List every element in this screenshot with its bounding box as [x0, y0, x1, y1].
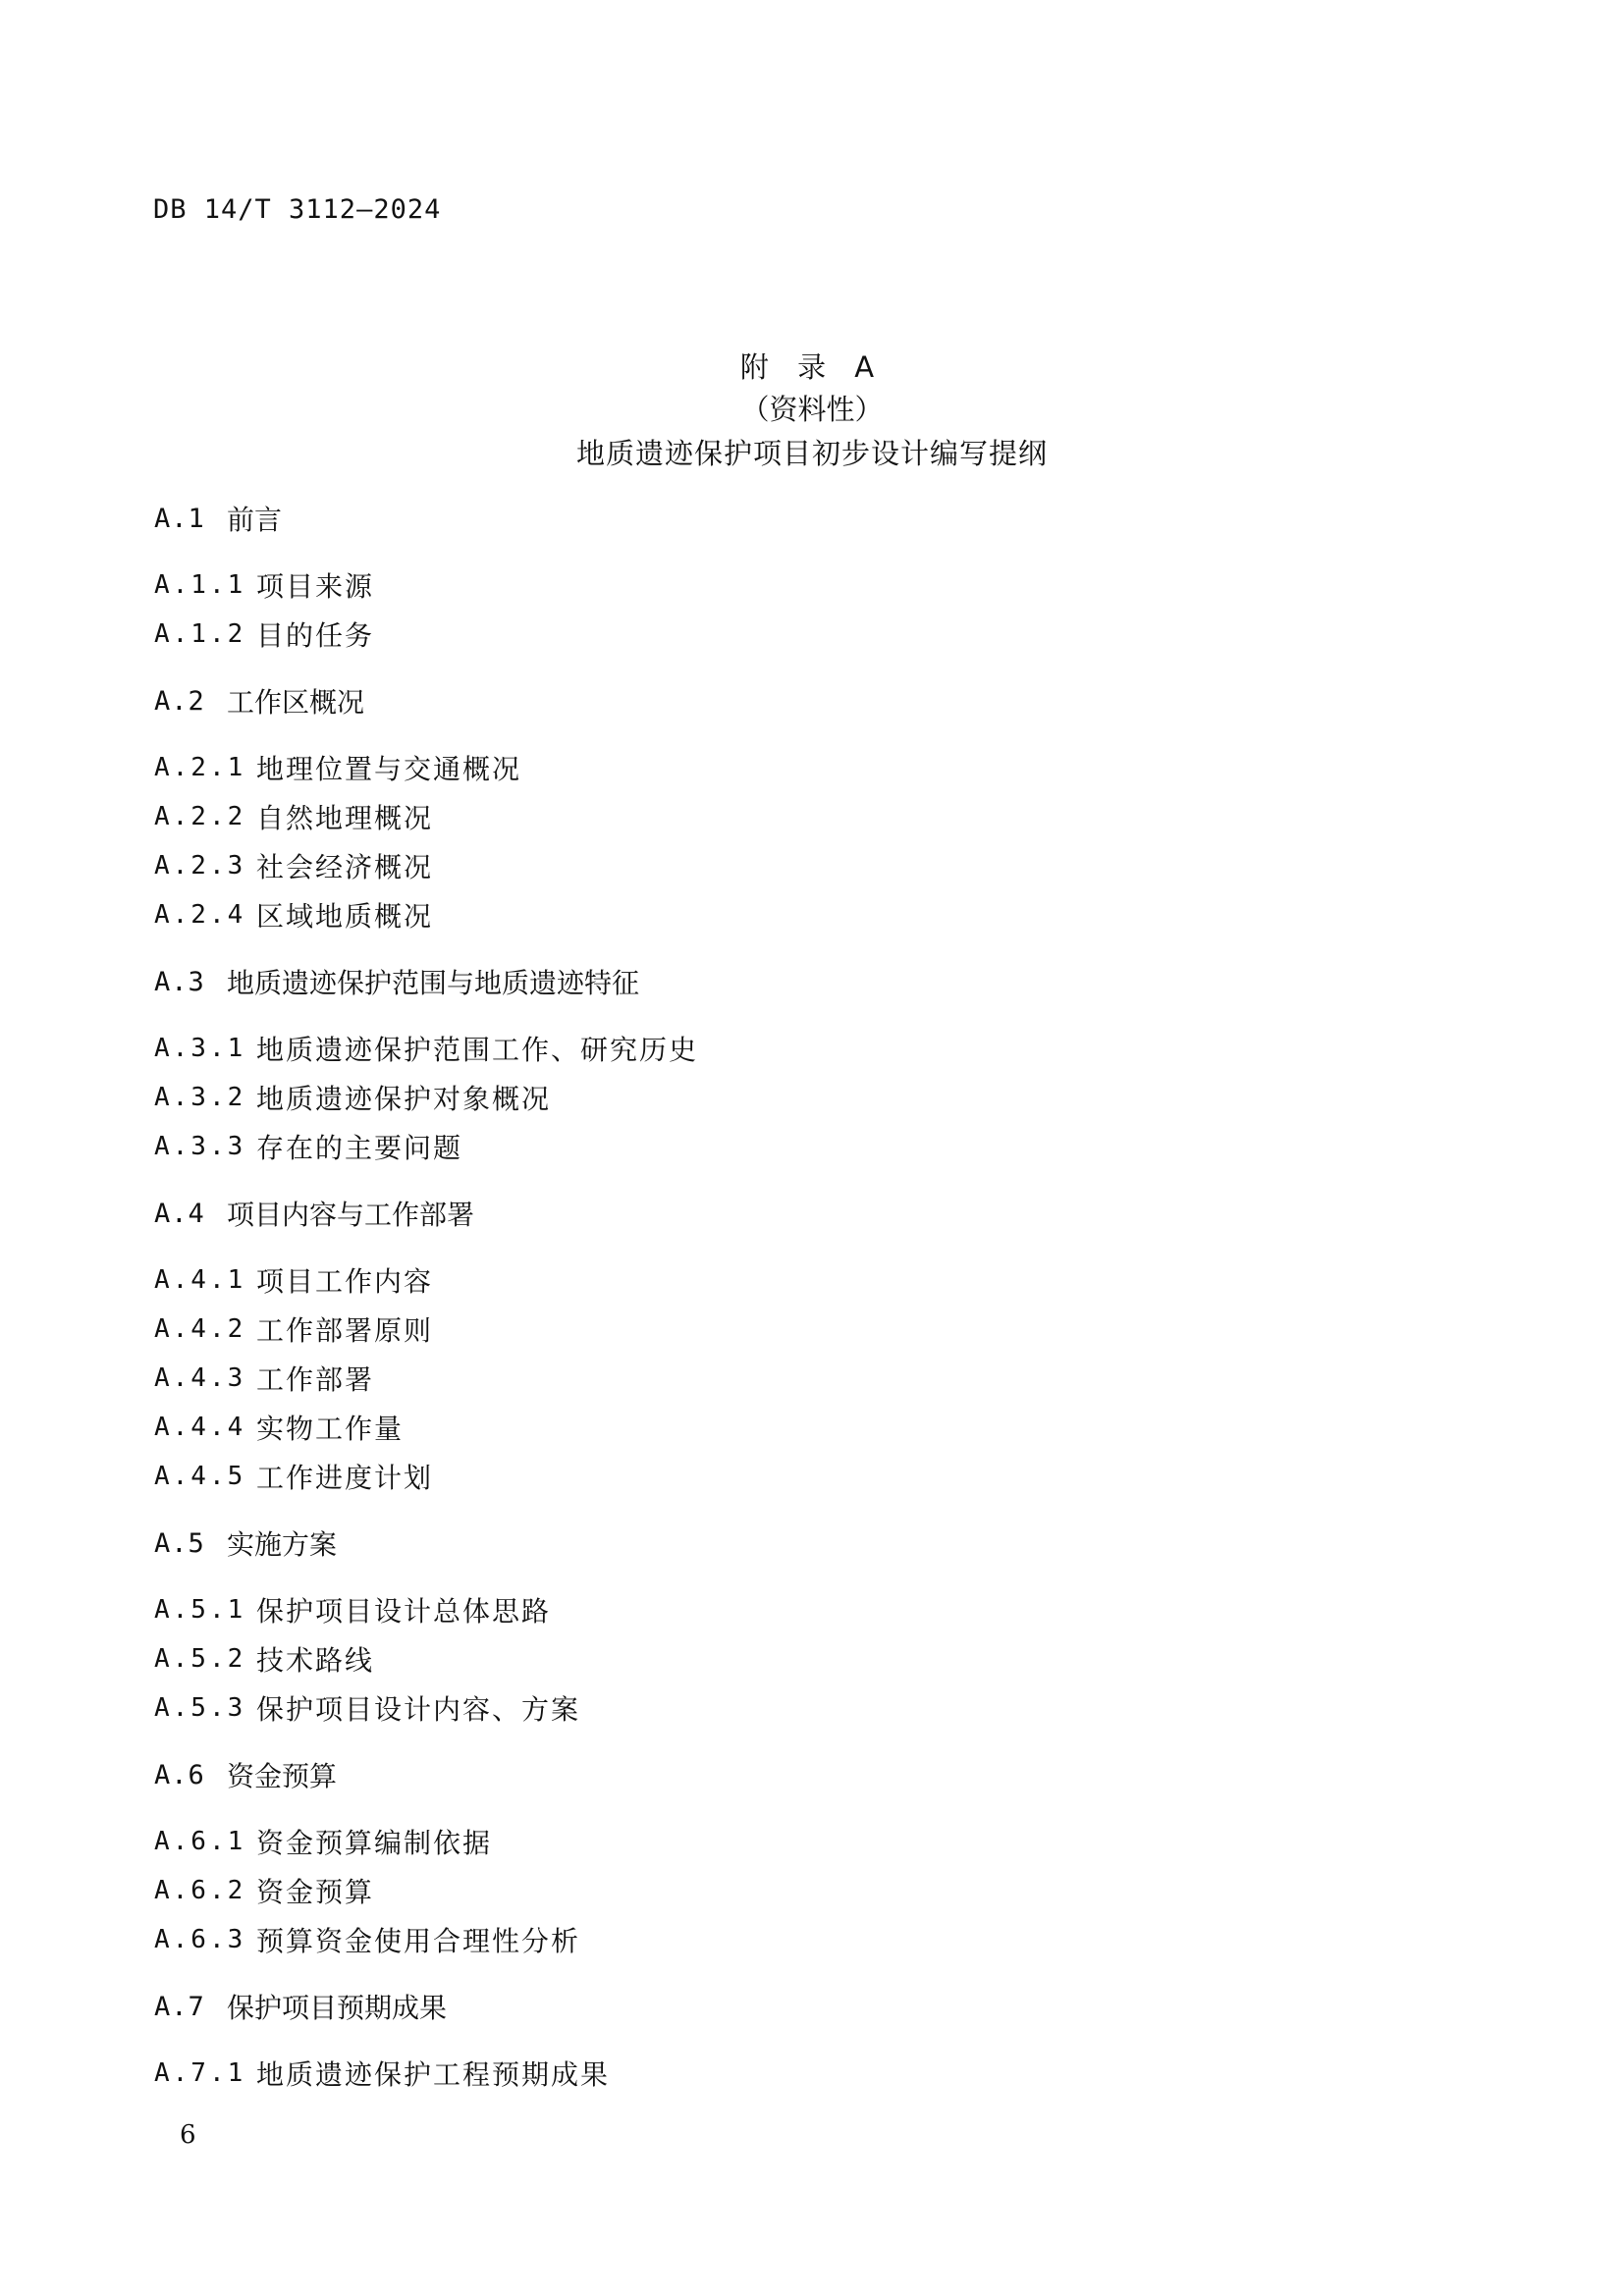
subsection-number: A.5.3 [154, 1693, 246, 1723]
section-number: A.4 [154, 1198, 205, 1229]
subsection-item [154, 1452, 1480, 1501]
subsection-item [154, 1817, 1480, 1866]
subsection-item [154, 1255, 1480, 1305]
appendix-name: 地质遗迹保护项目初步设计编写提纲 [575, 437, 1048, 470]
subsection-title: 技术路线 [256, 1644, 375, 1677]
subsection-number: A.5.1 [154, 1595, 246, 1625]
subsection-title: 工作进度计划 [256, 1462, 434, 1494]
subsection-list [154, 1255, 1480, 1501]
subsection-number: A.6.3 [154, 1925, 246, 1954]
section-heading [154, 494, 1480, 543]
appendix-letter: 附 录 A [739, 350, 885, 384]
outline [154, 494, 1480, 2098]
subsection-number: A.3.2 [154, 1083, 246, 1112]
section-number: A.3 [154, 966, 205, 997]
subsection-item [154, 1403, 1480, 1452]
subsection-title: 工作部署 [256, 1363, 375, 1396]
subsection-title: 资金预算编制依据 [256, 1827, 493, 1859]
page-number: 6 [180, 2120, 196, 2150]
subsection-title: 实物工作量 [256, 1413, 405, 1445]
section-title: 地质遗迹保护范围与地质遗迹特征 [227, 967, 640, 999]
section-heading [154, 676, 1480, 725]
section-heading [154, 1189, 1480, 1238]
subsection-list [154, 743, 1480, 939]
section-title: 项目内容与工作部署 [227, 1199, 475, 1231]
subsection-title: 项目工作内容 [256, 1265, 434, 1298]
subsection-item [154, 1683, 1480, 1733]
subsection-title: 地质遗迹保护对象概况 [256, 1083, 552, 1115]
subsection-title: 目的任务 [256, 619, 375, 652]
subsection-number: A.6.2 [154, 1876, 246, 1905]
subsection-item [154, 1122, 1480, 1171]
subsection-number: A.3.3 [154, 1132, 246, 1161]
section-number: A.5 [154, 1527, 205, 1559]
subsection-list [154, 1817, 1480, 1964]
subsection-number: A.2.1 [154, 753, 246, 782]
subsection-title: 区域地质概况 [256, 900, 434, 933]
subsection-item [154, 841, 1480, 890]
subsection-list [154, 1024, 1480, 1171]
section-heading [154, 1982, 1480, 2031]
subsection-number: A.1.2 [154, 619, 246, 649]
subsection-number: A.4.1 [154, 1265, 246, 1295]
subsection-item [154, 1305, 1480, 1354]
doc-code: DB 14/T 3112—2024 [153, 194, 442, 225]
subsection-item [154, 1354, 1480, 1403]
subsection-item [154, 1024, 1480, 1073]
section-number: A.6 [154, 1759, 205, 1790]
subsection-title: 地质遗迹保护范围工作、研究历史 [256, 1034, 699, 1066]
subsection-item [154, 792, 1480, 841]
section-title: 前言 [227, 504, 283, 536]
subsection-list [154, 1585, 1480, 1733]
subsection-number: A.4.2 [154, 1314, 246, 1344]
subsection-number: A.4.4 [154, 1413, 246, 1442]
subsection-number: A.2.2 [154, 802, 246, 831]
section-title: 资金预算 [227, 1760, 338, 1792]
subsection-number: A.6.1 [154, 1827, 246, 1856]
subsection-number: A.4.3 [154, 1363, 246, 1393]
subsection-number: A.5.2 [154, 1644, 246, 1674]
section-number: A.2 [154, 685, 205, 717]
subsection-list [154, 2049, 1480, 2098]
subsection-title: 存在的主要问题 [256, 1132, 463, 1164]
subsection-number: A.2.4 [154, 900, 246, 930]
subsection-title: 社会经济概况 [256, 851, 434, 883]
subsection-number: A.7.1 [154, 2058, 246, 2088]
subsection-number: A.2.3 [154, 851, 246, 881]
subsection-title: 地理位置与交通概况 [256, 753, 522, 785]
subsection-item [154, 1073, 1480, 1122]
subsection-item [154, 1915, 1480, 1964]
subsection-item [154, 610, 1480, 659]
subsection-item [154, 1585, 1480, 1634]
subsection-number: A.1.1 [154, 570, 246, 600]
subsection-item [154, 890, 1480, 939]
section-number: A.1 [154, 503, 205, 534]
subsection-item [154, 561, 1480, 610]
subsection-title: 工作部署原则 [256, 1314, 434, 1347]
subsection-item [154, 1634, 1480, 1683]
subsection-title: 保护项目设计内容、方案 [256, 1693, 581, 1726]
subsection-title: 项目来源 [256, 570, 375, 603]
section-title: 工作区概况 [227, 686, 365, 719]
section-title: 保护项目预期成果 [227, 1992, 448, 2024]
subsection-item [154, 2049, 1480, 2098]
section-heading [154, 1519, 1480, 1568]
subsection-title: 预算资金使用合理性分析 [256, 1925, 581, 1957]
subsection-title: 资金预算 [256, 1876, 375, 1908]
section-heading [154, 1750, 1480, 1799]
appendix-nature: （资料性） [740, 393, 884, 426]
subsection-number: A.3.1 [154, 1034, 246, 1063]
subsection-list [154, 561, 1480, 659]
subsection-number: A.4.5 [154, 1462, 246, 1491]
subsection-item [154, 743, 1480, 792]
subsection-title: 自然地理概况 [256, 802, 434, 834]
subsection-title: 保护项目设计总体思路 [256, 1595, 552, 1628]
section-heading [154, 957, 1480, 1006]
section-title: 实施方案 [227, 1528, 338, 1561]
subsection-item [154, 1866, 1480, 1915]
section-number: A.7 [154, 1991, 205, 2022]
subsection-title: 地质遗迹保护工程预期成果 [256, 2058, 611, 2091]
